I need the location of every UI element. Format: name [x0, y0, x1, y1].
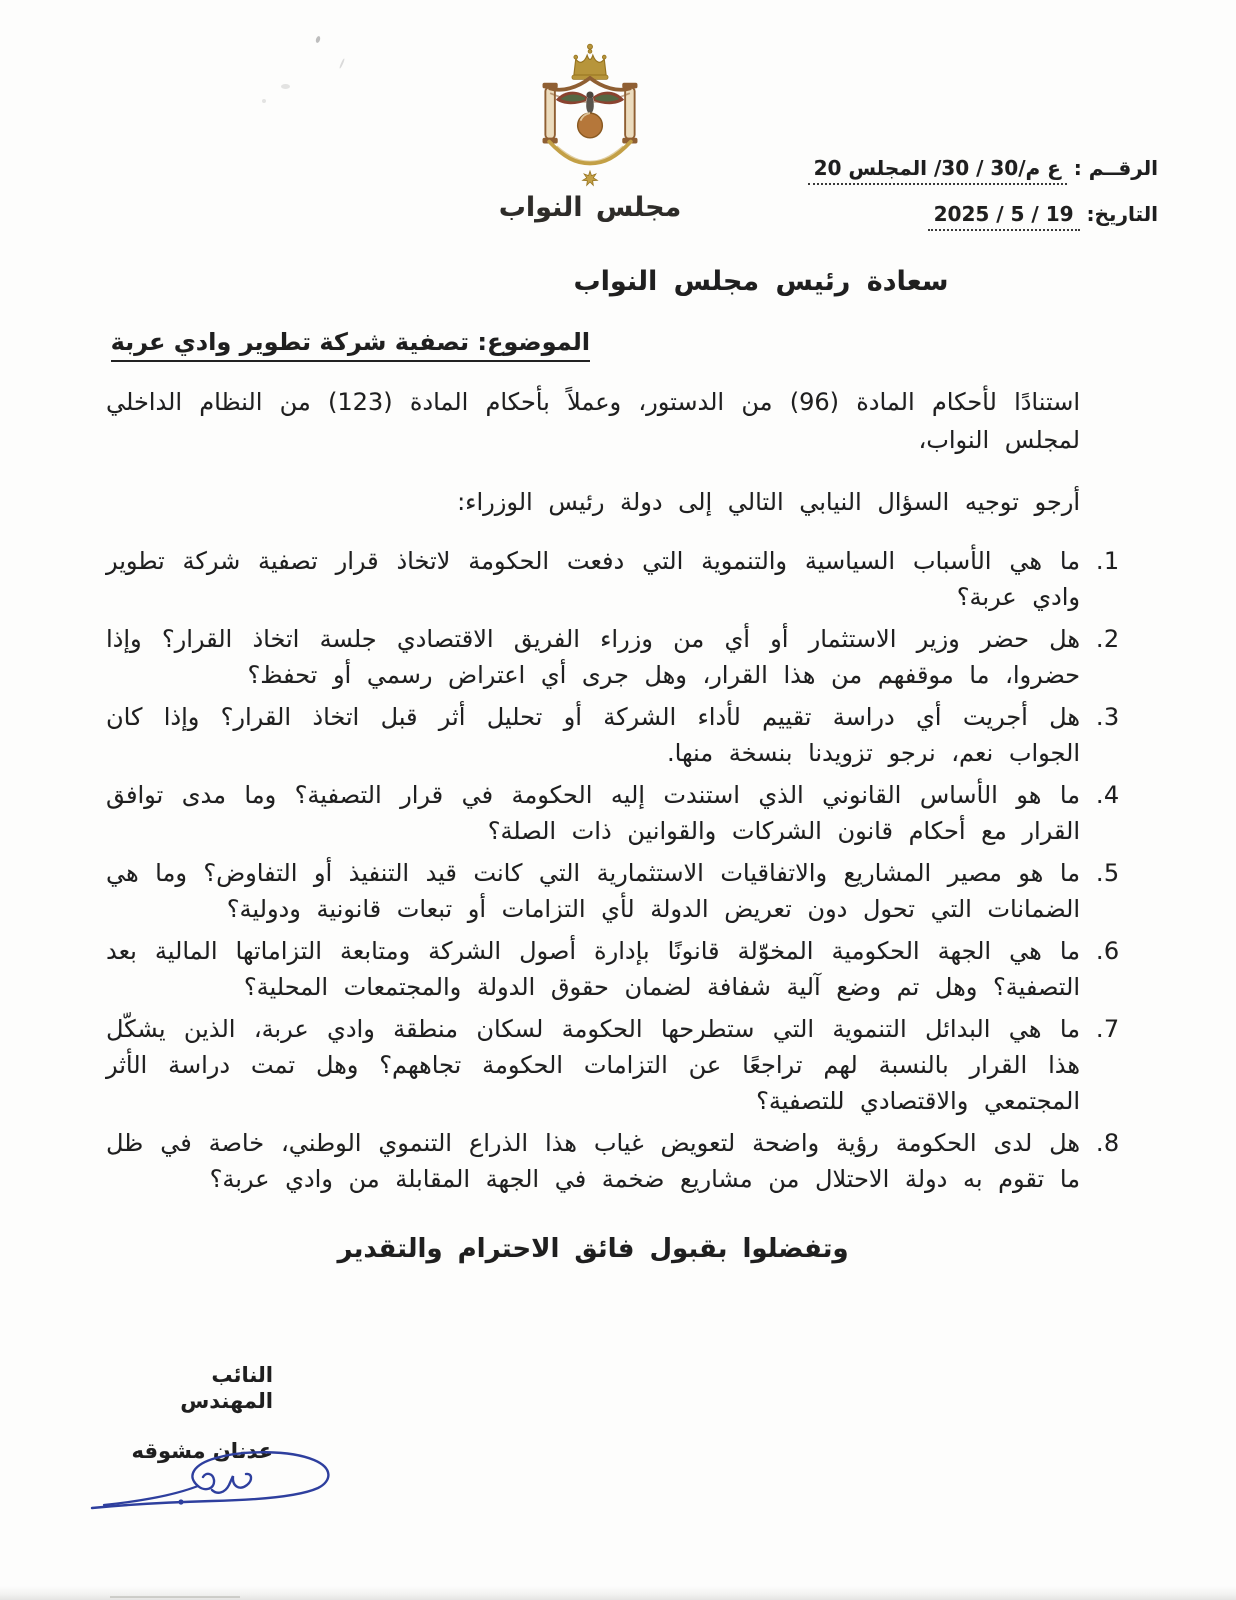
question-item-1: 1. ما هي الأسباب السياسية والتنموية التي دفعت الحكومة لاتخاذ قرار تصفية شركة تطوير وادي عربة؟	[106, 543, 1080, 615]
request-line: أرجو توجيه السؤال النيابي التالي إلى دولة رئيس الوزراء:	[457, 488, 1080, 516]
scan-speck	[281, 84, 290, 89]
question-item-2: 2. هل حضر وزير الاستثمار أو أي من وزراء الفريق الاقتصادي جلسة اتخاذ القرار؟ وإذا حضروا، ما موقفهم من هذا القرار، وهل جرى أي اعتراض رسمي أو تحفظ؟	[106, 621, 1080, 693]
reference-number-label: الرقــم :	[1073, 156, 1158, 180]
question-item-3: 3. هل أجريت أي دراسة تقييم لأداء الشركة أو تحليل أثر قبل اتخاذ القرار؟ وإذا كان الجواب نعم، نرجو تزويدنا بنسخة منها.	[106, 699, 1080, 771]
question-item-4: 4. ما هو الأساس القانوني الذي استندت إليه الحكومة في قرار التصفية؟ وما مدى توافق القرار مع أحكام قانون الشركات والقوانين ذات الصلة؟	[106, 777, 1080, 849]
subject-line: الموضوع: تصفية شركة تطوير وادي عربة	[111, 328, 590, 362]
handwritten-signature	[86, 1444, 351, 1522]
question-item-7: 7. ما هي البدائل التنموية التي ستطرحها الحكومة لسكان منطقة وادي عربة، الذين يشكّل هذا القرار بالنسبة لهم تراجعًا عن التزامات الحكومة تجاههم؟ وهل تمت دراسة الأثر المجتمعي والاقتصادي للتصفية؟	[106, 1011, 1080, 1119]
date-line	[808, 202, 1158, 226]
reference-number-value: ع م/30 / 30/ المجلس 20	[808, 156, 1067, 185]
questions-list	[106, 543, 1080, 1197]
scan-speck	[339, 58, 345, 69]
reference-block	[808, 156, 1158, 226]
reference-number-line	[808, 156, 1158, 180]
scan-edge-streak	[110, 1596, 240, 1598]
signatory-name: عدنان مشوقه	[131, 1439, 273, 1463]
question-item-5: 5. ما هو مصير المشاريع والاتفاقيات الاستثمارية التي كانت قيد التنفيذ أو التفاوض؟ وما هي الضمانات التي تحول دون تعريض الدولة لأي التزامات أو تبعات قانونية ودولية؟	[106, 855, 1080, 927]
jordan-coat-of-arms-icon	[525, 40, 655, 190]
signatory-title: النائب المهندس	[180, 1363, 273, 1413]
letter-body	[106, 383, 1080, 1269]
question-item-6: 6. ما هي الجهة الحكومية المخوّلة قانونًا بإدارة أصول الشركة ومتابعة التزاماتها المالية بعد التصفية؟ وهل تم وضع آلية شفافة لضمان حقوق الدولة والمجتمعات المحلية؟	[106, 933, 1080, 1005]
intro-paragraph: استنادًا لأحكام المادة (96) من الدستور، وعملاً بأحكام المادة (123) من النظام الداخلي لمجلس النواب،	[106, 388, 1080, 454]
date-label: التاريخ:	[1086, 202, 1158, 226]
scan-speck	[262, 99, 266, 103]
parliament-logo	[470, 40, 710, 223]
scan-speck	[315, 36, 321, 44]
salutation-title: سعادة رئيس مجلس النواب	[573, 266, 949, 297]
parliament-name-calligraphy: مجلس النواب	[498, 192, 682, 223]
question-item-8: 8. هل لدى الحكومة رؤية واضحة لتعويض غياب هذا الذراع التنموي الوطني، خاصة في ظل ما تقوم به دولة الاحتلال من مشاريع ضخمة في الجهة المقابلة من وادي عربة؟	[106, 1125, 1080, 1197]
closing-line: وتفضلوا بقبول فائق الاحترام والتقدير	[337, 1234, 849, 1264]
date-value: 19 / 5 / 2025	[928, 202, 1080, 231]
